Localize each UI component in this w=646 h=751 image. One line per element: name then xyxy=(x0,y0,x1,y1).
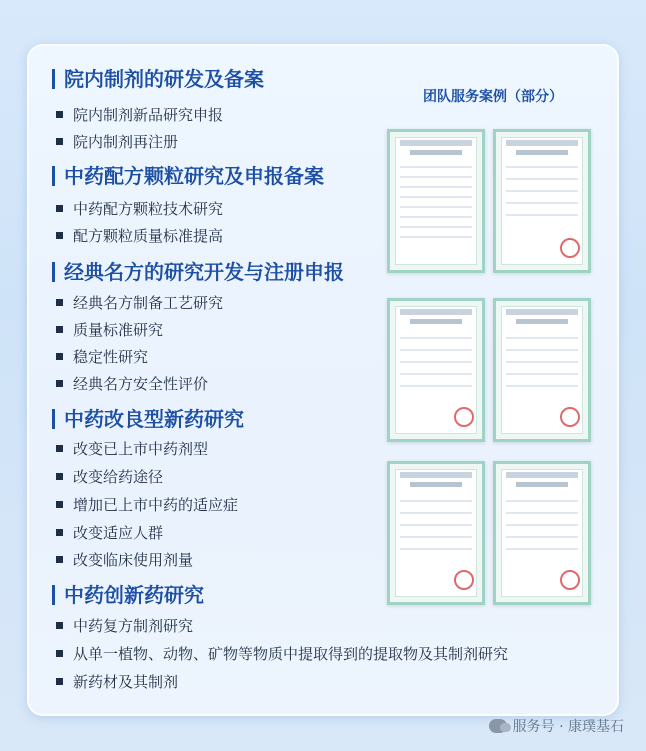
section-heading-formula-granules: 中药配方颗粒研究及申报备案 xyxy=(52,163,324,189)
certificate-image xyxy=(387,298,485,442)
bullet-icon xyxy=(56,380,63,387)
list-item: 改变已上市中药剂型 xyxy=(56,438,208,460)
list-item: 质量标准研究 xyxy=(56,319,163,341)
list-item: 院内制剂再注册 xyxy=(56,131,178,153)
list-item: 中药配方颗粒技术研究 xyxy=(56,198,223,220)
bullet-icon xyxy=(56,326,63,333)
bullet-icon xyxy=(56,205,63,212)
team-cases-title: 团队服务案例（部分） xyxy=(423,89,563,105)
certificate-image xyxy=(387,461,485,605)
section-heading-classic-formula: 经典名方的研究开发与注册申报 xyxy=(52,259,344,285)
wechat-icon xyxy=(489,719,507,733)
bullet-icon xyxy=(56,138,63,145)
bullet-icon xyxy=(56,445,63,452)
watermark: 服务号 · 康璞基石 xyxy=(489,716,624,738)
list-item: 经典名方安全性评价 xyxy=(56,373,208,395)
certificate-image xyxy=(493,129,591,273)
list-item: 新药材及其制剂 xyxy=(56,671,178,693)
section-heading-improved-new-drug: 中药改良型新药研究 xyxy=(52,406,244,432)
certificate-image xyxy=(387,129,485,273)
bullet-icon xyxy=(56,473,63,480)
bullet-icon xyxy=(56,299,63,306)
list-item: 中药复方制剂研究 xyxy=(56,615,193,637)
bullet-icon xyxy=(56,556,63,563)
certificate-image xyxy=(493,298,591,442)
bullet-icon xyxy=(56,650,63,657)
section-heading-hospital-preparation: 院内制剂的研发及备案 xyxy=(52,66,264,92)
bullet-icon xyxy=(56,111,63,118)
list-item: 院内制剂新品研究申报 xyxy=(56,104,223,126)
list-item: 增加已上市中药的适应症 xyxy=(56,494,238,516)
bullet-icon xyxy=(56,353,63,360)
list-item: 改变给药途径 xyxy=(56,466,163,488)
list-item: 经典名方制备工艺研究 xyxy=(56,292,223,314)
bullet-icon xyxy=(56,232,63,239)
list-item: 配方颗粒质量标准提高 xyxy=(56,225,223,247)
bullet-icon xyxy=(56,529,63,536)
bullet-icon xyxy=(56,622,63,629)
list-item: 从单一植物、动物、矿物等物质中提取得到的提取物及其制剂研究 xyxy=(56,643,508,665)
section-heading-innovative-drug: 中药创新药研究 xyxy=(52,582,204,608)
bullet-icon xyxy=(56,501,63,508)
bullet-icon xyxy=(56,678,63,685)
list-item: 改变临床使用剂量 xyxy=(56,549,193,571)
list-item: 改变适应人群 xyxy=(56,522,163,544)
certificate-image xyxy=(493,461,591,605)
list-item: 稳定性研究 xyxy=(56,346,148,368)
